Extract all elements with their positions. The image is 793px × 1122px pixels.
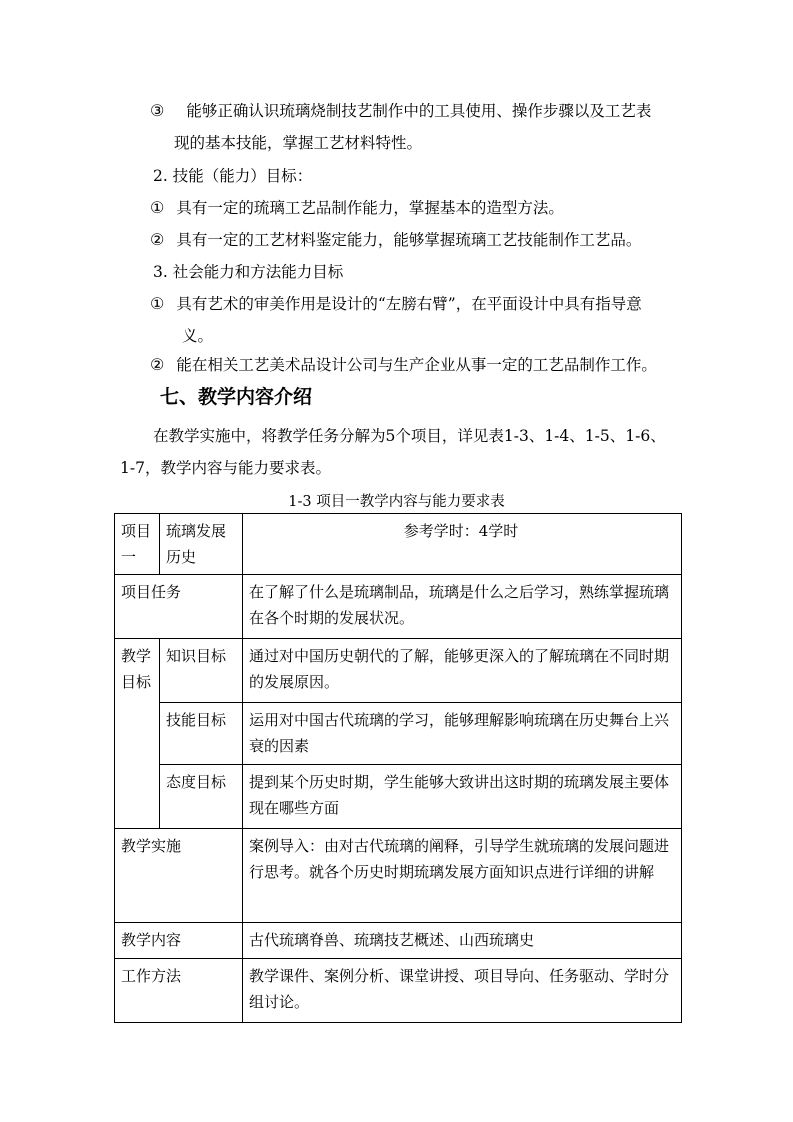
objective-text: 具有一定的琉璃工艺品制作能力，掌握基本的造型方法。 bbox=[176, 199, 564, 217]
table-row bbox=[115, 765, 682, 829]
knowledge-text-cell: 通过对中国历史朝代的了解，能够更深入的了解琉璃在不同时期的发展原因。 bbox=[243, 639, 682, 703]
table-row bbox=[115, 959, 682, 1023]
list-marker: ① bbox=[150, 198, 165, 217]
social-goal-1-line-2 bbox=[182, 326, 213, 346]
objective-text: 能够正确认识琉璃烧制技艺制作中的工具使用、操作步骤以及工艺表 bbox=[186, 102, 652, 120]
social-goal-1-line-1 bbox=[150, 294, 642, 314]
content-label-cell: 教学内容 bbox=[115, 923, 243, 959]
hours-cell: 参考学时：4学时 bbox=[243, 514, 682, 575]
table-row bbox=[115, 829, 682, 923]
requirements-table bbox=[114, 513, 682, 1023]
table-row bbox=[115, 703, 682, 765]
objective-3-line-2 bbox=[174, 133, 422, 153]
task-text-cell: 在了解了什么是琉璃制品，琉璃是什么之后学习，熟练掌握琉璃在各个时期的发展状况。 bbox=[243, 575, 682, 639]
table-row bbox=[115, 514, 682, 575]
skill-goal-1 bbox=[150, 198, 564, 218]
goals-label-cell: 教学目标 bbox=[115, 639, 160, 829]
intro-line-1: 在教学实施中，将教学任务分解为5个项目，详见表1-3、1-4、1-5、1-6、 bbox=[153, 427, 666, 445]
objective-text: 具有艺术的审美作用是设计的“左膀右臂”，在平面设计中具有指导意 bbox=[176, 295, 642, 313]
section-heading: 七、教学内容介绍 bbox=[160, 386, 313, 408]
social-goal-2 bbox=[150, 355, 657, 375]
objective-text: 现的基本技能，掌握工艺材料特性。 bbox=[174, 134, 423, 152]
implementation-text-cell: 案例导入：由对古代琉璃的阐释，引导学生就琉璃的发展问题进行思考。就各个历史时期琉璃发展方面知识点进行详细的讲解 bbox=[243, 829, 682, 923]
intro-line-2: 1-7，教学内容与能力要求表。 bbox=[120, 459, 331, 477]
skill-goal-2 bbox=[150, 230, 641, 250]
table-row bbox=[115, 639, 682, 703]
project-label-cell: 项目一 bbox=[115, 514, 160, 575]
social-goal-heading: 3. 社会能力和方法能力目标 bbox=[153, 263, 344, 281]
task-label-cell: 项目任务 bbox=[115, 575, 243, 639]
skill-goal-heading: 2. 技能（能力）目标： bbox=[153, 167, 313, 185]
skill-label-cell: 技能目标 bbox=[160, 703, 243, 765]
objective-text: 具有一定的工艺材料鉴定能力，能够掌握琉璃工艺技能制作工艺品。 bbox=[176, 231, 642, 249]
objective-3-line-1 bbox=[150, 101, 651, 121]
attitude-label-cell: 态度目标 bbox=[160, 765, 243, 829]
objective-text: 能在相关工艺美术品设计公司与生产企业从事一定的工艺品制作工作。 bbox=[176, 356, 657, 374]
table-row bbox=[115, 923, 682, 959]
table-caption: 1-3 项目一教学内容与能力要求表 bbox=[288, 494, 505, 510]
attitude-text-cell: 提到某个历史时期，学生能够大致讲出这时期的琉璃发展主要体现在哪些方面 bbox=[243, 765, 682, 829]
skill-text-cell: 运用对中国古代琉璃的学习，能够理解影响琉璃在历史舞台上兴衰的因素 bbox=[243, 703, 682, 765]
list-marker: ① bbox=[150, 294, 165, 313]
table-row bbox=[115, 575, 682, 639]
objective-text: 义。 bbox=[182, 327, 214, 345]
method-text-cell: 教学课件、案例分析、课堂讲授、项目导向、任务驱动、学时分组讨论。 bbox=[243, 959, 682, 1023]
knowledge-label-cell: 知识目标 bbox=[160, 639, 243, 703]
list-marker: ② bbox=[150, 355, 165, 374]
list-marker: ② bbox=[150, 230, 165, 249]
implementation-label-cell: 教学实施 bbox=[115, 829, 243, 923]
list-marker: ③ bbox=[150, 101, 165, 120]
method-label-cell: 工作方法 bbox=[115, 959, 243, 1023]
content-text-cell: 古代琉璃脊兽、琉璃技艺概述、山西琉璃史 bbox=[243, 923, 682, 959]
project-name-cell: 琉璃发展历史 bbox=[160, 514, 243, 575]
